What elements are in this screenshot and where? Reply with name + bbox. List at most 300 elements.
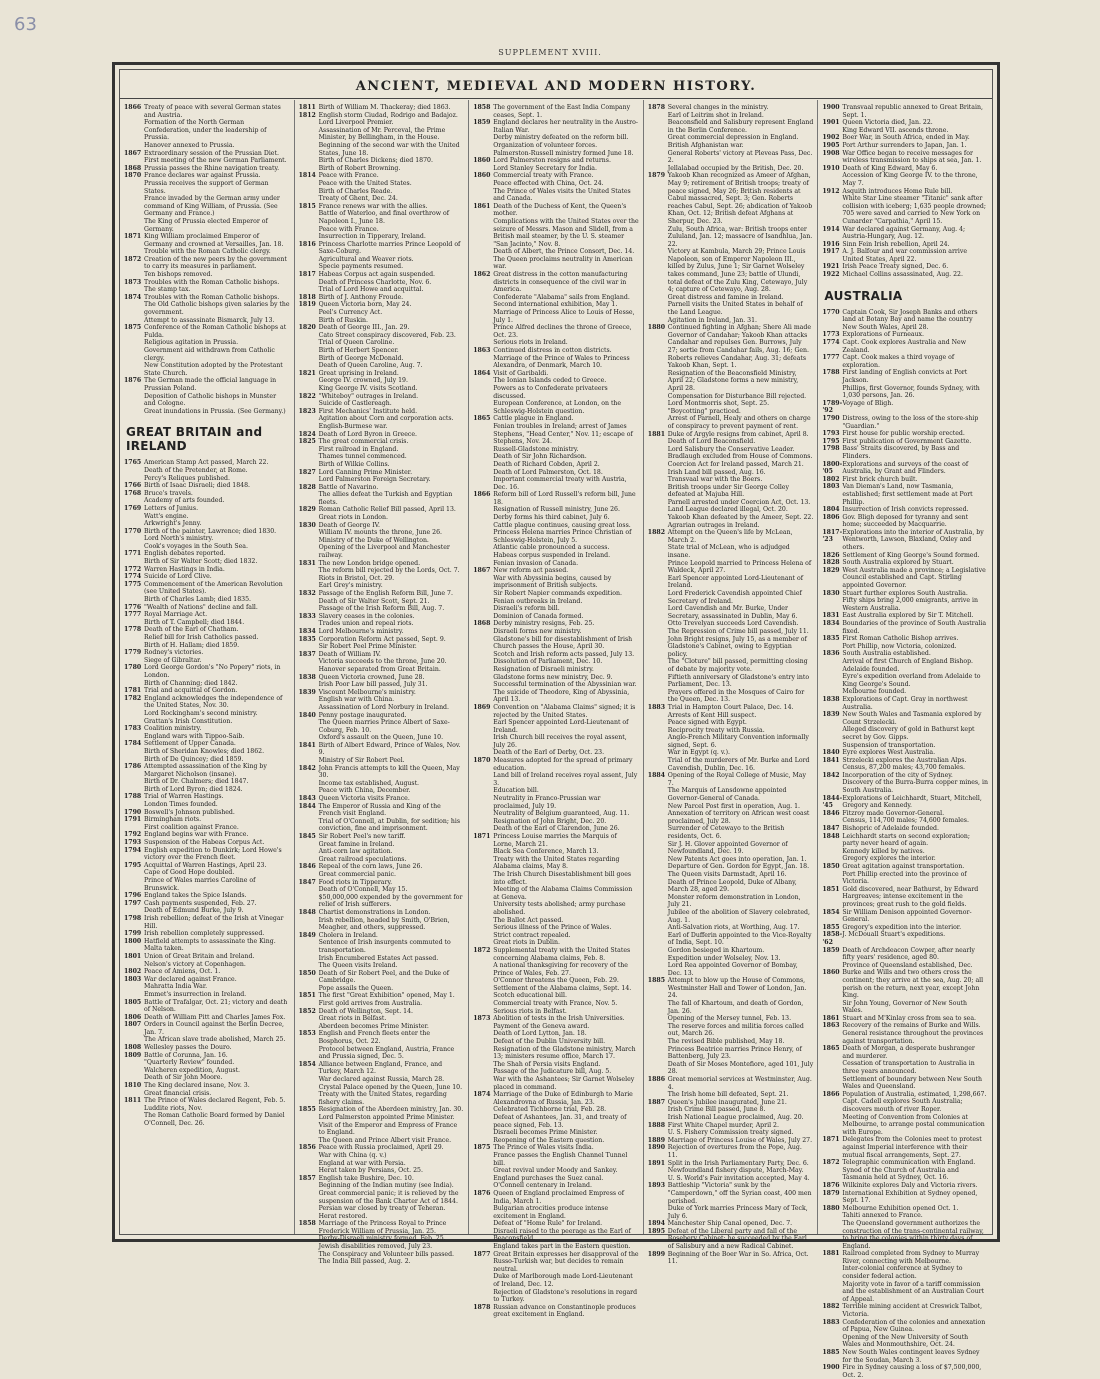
entry-text: Death of Princess Charlotte, Nov. 6. bbox=[318, 278, 432, 286]
timeline-entry bbox=[124, 695, 290, 710]
entry-year bbox=[473, 1228, 493, 1243]
entry-text: Eyre explores West Australia. bbox=[842, 749, 936, 757]
entry-text: Marriage of the Princess Royal to Prince Frederick William of Prussia, Jan. 25. bbox=[318, 1220, 447, 1235]
entry-year: 1886 bbox=[647, 1076, 666, 1083]
timeline-entry bbox=[473, 825, 639, 833]
entry-text: Passage of the Irish Reform Bill, Aug. 7. bbox=[318, 605, 445, 613]
entry-year bbox=[822, 1114, 842, 1137]
entry-text: Luddite riots, Nov. bbox=[144, 1104, 203, 1112]
entry-year: 1855 bbox=[298, 1106, 316, 1114]
entry-text: Neutrality of Belgium guaranteed, Aug. 11. bbox=[493, 810, 630, 818]
entry-text: Lord Palmerston resigns and returns. bbox=[493, 157, 611, 165]
entry-text: Resignation of Disraeli ministry. bbox=[493, 665, 594, 673]
entry-text: The reserve forces and militia forces called out, March 26. bbox=[667, 1022, 804, 1038]
entry-text: Asquith introduces Home Rule bill. bbox=[842, 187, 953, 195]
timeline-entry bbox=[822, 339, 988, 354]
entry-text: Settlement of Upper Canada. bbox=[144, 740, 236, 748]
timeline-entry bbox=[473, 947, 639, 962]
entry-text: Relief bill for Irish Catholics passed. bbox=[144, 634, 259, 641]
entry-text: Reopening of the Eastern question. bbox=[493, 1136, 605, 1144]
entry-year bbox=[124, 393, 144, 408]
entry-year bbox=[299, 696, 319, 704]
timeline-entry bbox=[648, 1000, 814, 1015]
entry-text: Grattan's Irish Constitution. bbox=[144, 717, 233, 725]
timeline-entry bbox=[124, 195, 290, 218]
entry-year: 1851 bbox=[298, 992, 316, 1000]
timeline-entry bbox=[299, 286, 465, 294]
entry-text: Derby ministry defeated on the reform bill. bbox=[493, 134, 629, 142]
timeline-entry bbox=[473, 324, 639, 339]
timeline-entry bbox=[299, 1122, 465, 1137]
entry-year bbox=[473, 901, 493, 916]
entry-text: Death of the Earl of Chatham. bbox=[144, 626, 239, 634]
timeline-entry bbox=[648, 674, 814, 689]
timeline-entry bbox=[124, 626, 290, 634]
entry-text: Commercial treaty with France. bbox=[493, 172, 594, 180]
entry-text: Expedition under Wolseley, Nov. 13. bbox=[667, 954, 781, 962]
timeline-entry bbox=[124, 968, 290, 976]
timeline-entry bbox=[473, 385, 639, 400]
entry-year: 1815 bbox=[298, 202, 316, 210]
entry-year bbox=[648, 514, 668, 522]
timeline-entry bbox=[124, 687, 290, 695]
entry-year: 1793 bbox=[124, 839, 142, 847]
entry-text: Trial of Warren Hastings. bbox=[144, 793, 224, 801]
timeline-entry bbox=[124, 733, 290, 741]
entry-year bbox=[473, 962, 493, 977]
entry-text: English storm Ciudad, Rodrigo and Badajoz. bbox=[318, 111, 458, 119]
entry-text: Lord Frederick Cavendish appointed Chief Secretary of Ireland. bbox=[667, 590, 802, 605]
timeline-entry bbox=[473, 1228, 639, 1243]
entry-text: O'Connor threatens the Queen, Feb. 29. bbox=[493, 977, 619, 985]
timeline-entry bbox=[648, 856, 814, 864]
entry-year bbox=[648, 446, 668, 454]
entry-year bbox=[473, 377, 493, 385]
entry-year bbox=[822, 673, 842, 688]
entry-text: Birth of Lord Byron; died 1824. bbox=[144, 785, 243, 793]
timeline-entry bbox=[124, 362, 290, 377]
entry-text: Death of Sir John Richardson. bbox=[493, 453, 587, 461]
timeline-entry bbox=[124, 831, 290, 839]
entry-text: Measures adopted for the spread of primary education. bbox=[493, 757, 633, 772]
entry-text: Warren Hastings in India. bbox=[144, 565, 225, 573]
timeline-entry bbox=[299, 1076, 465, 1084]
timeline-entry bbox=[822, 552, 988, 560]
entry-year: 1848 bbox=[298, 908, 316, 916]
entry-text: Beginning of the Indian mutiny (see India). bbox=[318, 1182, 454, 1190]
timeline-entry bbox=[124, 725, 290, 733]
entry-text: Education bill. bbox=[493, 787, 539, 795]
entry-text: Lord North's ministry. bbox=[144, 535, 214, 543]
timeline-entry bbox=[124, 953, 290, 961]
timeline-entry bbox=[124, 680, 290, 688]
entry-year bbox=[124, 218, 144, 233]
timeline-entry bbox=[299, 377, 465, 385]
entry-year bbox=[299, 567, 319, 575]
timeline-entry bbox=[473, 1023, 639, 1031]
entry-text: Penny postage inaugurated. bbox=[318, 711, 407, 719]
entry-text: Cape of Good Hope doubled. bbox=[144, 869, 235, 877]
entry-year: 1874 bbox=[473, 1091, 491, 1099]
timeline-entry bbox=[299, 1000, 465, 1008]
entry-year: 1885 bbox=[822, 1349, 840, 1356]
entry-text: Gregory's expedition into the interior. bbox=[842, 923, 962, 931]
timeline-entry bbox=[299, 1008, 465, 1016]
timeline-entry bbox=[299, 188, 465, 196]
entry-year bbox=[299, 529, 319, 537]
timeline-entry bbox=[822, 559, 988, 567]
entry-text: Birth of the painter, Lawrence; died 1830. bbox=[144, 527, 277, 535]
entry-text: Boswell's Johnson published. bbox=[144, 808, 235, 816]
timeline-entry bbox=[473, 924, 639, 932]
entry-text: Peace signed with Egypt. bbox=[667, 719, 747, 727]
entry-text: Defeat of the Liberal party and fall of the Rosebery Cabinet; he succeeded by the Earl of Salisbury and a new Radical Cabinet. bbox=[667, 1227, 807, 1251]
entry-year: 1792 bbox=[124, 831, 142, 839]
timeline-entry bbox=[648, 590, 814, 605]
timeline-entry bbox=[473, 476, 639, 491]
entry-year: 1861 bbox=[473, 202, 491, 210]
entry-text: Death of the Pretender, at Rome. bbox=[144, 466, 248, 474]
timeline-entry bbox=[124, 119, 290, 142]
entry-year: 1872 bbox=[822, 1159, 840, 1167]
entry-year bbox=[822, 1334, 842, 1349]
entry-text: Insurrection of Irish convicts repressed. bbox=[842, 506, 969, 514]
entry-year bbox=[648, 1000, 668, 1015]
entry-year bbox=[822, 172, 842, 187]
entry-year: 1840 bbox=[298, 711, 316, 719]
entry-year: 1872 bbox=[124, 255, 142, 263]
timeline-entry bbox=[822, 635, 988, 643]
timeline-entry bbox=[473, 658, 639, 666]
entry-text: Cattle plague continues, causing great loss. bbox=[493, 521, 631, 529]
timeline-entry bbox=[822, 1045, 988, 1060]
entry-year bbox=[299, 1122, 319, 1137]
entry-year bbox=[299, 1243, 319, 1251]
timeline-entry bbox=[124, 528, 290, 536]
entry-year bbox=[822, 855, 842, 863]
entry-text: Resignation of John Bright, Dec. 20. bbox=[493, 817, 607, 825]
entry-year: 1893 bbox=[647, 1182, 666, 1190]
entry-year bbox=[822, 871, 842, 886]
timeline-entry bbox=[124, 172, 290, 180]
entry-text: Dissolution of Parliament, Dec. 10. bbox=[493, 658, 603, 666]
timeline-entry bbox=[822, 779, 988, 794]
timeline-entry bbox=[822, 612, 988, 620]
entry-year: 1825 bbox=[298, 438, 316, 446]
entry-year bbox=[473, 476, 493, 491]
entry-text: West Australia made a province; a Legislative Council established and Capt. Stirling appointed Governor. bbox=[842, 566, 986, 590]
timeline-entry bbox=[299, 469, 465, 477]
entry-text: Birth of Ruskin. bbox=[318, 316, 368, 324]
entry-year bbox=[299, 1114, 319, 1122]
timeline-entry bbox=[299, 172, 465, 180]
entry-year: 1899 bbox=[647, 1250, 666, 1258]
entry-text: Letters of Junius. bbox=[144, 504, 199, 512]
entry-year: 1848 bbox=[822, 832, 840, 840]
timeline-entry bbox=[299, 674, 465, 682]
entry-year bbox=[473, 1068, 493, 1076]
entry-year bbox=[648, 226, 668, 249]
entry-text: Birmingham riots. bbox=[144, 816, 202, 824]
entry-year bbox=[473, 324, 493, 339]
timeline-entry bbox=[299, 1015, 465, 1023]
entry-year bbox=[473, 400, 493, 415]
entry-year: 1854 bbox=[822, 908, 840, 916]
entry-year: 1828 bbox=[298, 483, 316, 491]
entry-year bbox=[299, 598, 319, 606]
entry-year bbox=[473, 1106, 493, 1114]
entry-text: Majority vote in favor of a tariff commission and the establishment of an Australian Court of Appeal. bbox=[842, 1280, 985, 1303]
entry-year bbox=[648, 506, 668, 514]
entry-year bbox=[299, 818, 319, 833]
entry-text: Specie payments resumed. bbox=[318, 263, 404, 271]
entry-text: Tahiti annexed to France. bbox=[842, 1212, 923, 1220]
entry-text: Beginning of the Boer War in So. Africa, Oct. 11. bbox=[667, 1250, 809, 1266]
timeline-entry bbox=[124, 520, 290, 528]
entry-text: Continued fighting in Afghan; Shere Ali made Governor of Candahar; Yakoob Khan attacks Candahar and repulses Gen. Burrows, July 27; sortie from Candahar fails, Aug. 16; Gen. Roberts relieves Candahar, Aug. 31; defeats Yakoob Khan, Sept. 1. bbox=[667, 324, 811, 370]
timeline-entry bbox=[648, 165, 814, 173]
timeline-entry bbox=[473, 932, 639, 940]
entry-text: Voyage of Bligh. bbox=[842, 399, 894, 407]
entry-text: Nelson's victory at Copenhagen. bbox=[144, 960, 246, 968]
entry-year: 1779 bbox=[124, 649, 142, 657]
timeline-entry bbox=[822, 1220, 988, 1250]
entry-text: Melbourne founded. bbox=[842, 688, 907, 696]
entry-text: Aberdeen becomes Prime Minister. bbox=[318, 1022, 429, 1030]
timeline-entry bbox=[473, 734, 639, 749]
entry-year bbox=[473, 529, 493, 544]
entry-text: Boundaries of the province of South Australia fixed. bbox=[842, 620, 987, 635]
entry-year: 1849 bbox=[298, 931, 316, 939]
entry-text: English take Bushire, Dec. 10. bbox=[318, 1174, 414, 1182]
entry-year: 1809 bbox=[124, 1051, 142, 1059]
timeline-entry bbox=[473, 142, 639, 150]
entry-year bbox=[473, 795, 493, 810]
timeline-entry bbox=[648, 226, 814, 249]
entry-text: Continued distress in cotton districts. bbox=[493, 347, 612, 354]
timeline-entry bbox=[648, 947, 814, 955]
entry-text: Derby forms his third cabinet, July 6. bbox=[493, 514, 610, 522]
entry-year bbox=[299, 658, 319, 666]
timeline-entry bbox=[299, 1084, 465, 1092]
entry-year: 1870 bbox=[473, 757, 491, 765]
entry-year bbox=[124, 748, 144, 756]
entry-text: Defeat of the Dublin University bill. bbox=[493, 1038, 606, 1046]
history-column-3 bbox=[469, 100, 644, 1319]
entry-text: Hanover separated from Great Britain. bbox=[318, 665, 441, 673]
entry-text: Irish rebellion, headed by Smith, O'Brien, Meagher, and others, suppressed. bbox=[318, 916, 450, 932]
entry-year: 1808 bbox=[124, 1044, 142, 1052]
timeline-entry bbox=[124, 930, 290, 938]
entry-text: South Australia established. bbox=[842, 650, 931, 658]
timeline-entry bbox=[299, 818, 465, 833]
entry-year: 1885 bbox=[647, 977, 666, 985]
timeline-entry bbox=[124, 869, 290, 877]
entry-text: Great commercial panic; it is relieved by the suspension of the Bank Charter Act of 1844. bbox=[318, 1189, 459, 1205]
entry-year: 1789-'92 bbox=[822, 399, 843, 415]
entry-year: 1842 bbox=[298, 764, 316, 772]
entry-text: King George IV. visits Scotland. bbox=[318, 384, 418, 392]
entry-year bbox=[124, 475, 144, 483]
timeline-entry bbox=[648, 1182, 814, 1205]
timeline-entry bbox=[648, 1015, 814, 1023]
entry-year bbox=[473, 1023, 493, 1031]
timeline-entry bbox=[124, 786, 290, 794]
entry-year bbox=[299, 734, 319, 742]
entry-text: British Afghanistan war. bbox=[667, 141, 744, 149]
timeline-entry bbox=[124, 999, 290, 1014]
entry-text: The Irish home bill defeated, Sept. 21. bbox=[667, 1091, 789, 1099]
timeline-entry bbox=[648, 408, 814, 416]
entry-text: New South Wales contingent leaves Sydney for the Soudan, March 3. bbox=[842, 1349, 980, 1364]
timeline-entry bbox=[473, 575, 639, 590]
entry-year bbox=[822, 779, 842, 794]
timeline-entry bbox=[299, 917, 465, 932]
entry-text: George IV. crowned, July 19. bbox=[318, 377, 408, 385]
entry-text: Death of Prince Leopold, Duke of Albany, March 28, aged 29. bbox=[667, 878, 797, 894]
entry-year bbox=[648, 1015, 668, 1023]
entry-text: Peace with France. bbox=[318, 225, 379, 233]
timeline-entry bbox=[648, 1137, 814, 1145]
timeline-entry bbox=[648, 119, 814, 134]
timeline-entry bbox=[822, 597, 988, 612]
timeline-entry bbox=[648, 1251, 814, 1266]
timeline-entry bbox=[299, 605, 465, 613]
entry-year bbox=[473, 469, 493, 477]
entry-year bbox=[648, 476, 668, 484]
timeline-entry bbox=[124, 847, 290, 862]
timeline-entry bbox=[822, 195, 988, 225]
entry-year: 1793 bbox=[822, 430, 840, 438]
entry-year bbox=[473, 1038, 493, 1046]
timeline-entry bbox=[648, 962, 814, 977]
timeline-entry bbox=[473, 651, 639, 659]
timeline-entry bbox=[299, 423, 465, 431]
timeline-entry bbox=[473, 620, 639, 628]
entry-year: 1831 bbox=[298, 559, 316, 567]
timeline-entry bbox=[299, 1106, 465, 1114]
timeline-entry bbox=[299, 415, 465, 423]
entry-year bbox=[473, 848, 493, 856]
entry-year: 1780 bbox=[124, 664, 142, 672]
timeline-entry bbox=[124, 535, 290, 543]
entry-text: Emmet's insurrection in Ireland. bbox=[144, 990, 247, 998]
entry-text: First coalition against France. bbox=[144, 823, 239, 831]
entry-year: 1880 bbox=[647, 324, 666, 332]
timeline-entry bbox=[124, 945, 290, 953]
entry-year bbox=[822, 385, 842, 400]
entry-year bbox=[299, 955, 319, 963]
timeline-entry bbox=[299, 985, 465, 993]
timeline-entry bbox=[299, 848, 465, 856]
entry-year bbox=[473, 1167, 493, 1175]
entry-year: 1823 bbox=[298, 407, 316, 415]
entry-text: Suspension of transportation. bbox=[842, 741, 936, 749]
timeline-entry bbox=[473, 1008, 639, 1016]
entry-year bbox=[299, 142, 319, 157]
entry-year: 1879 bbox=[647, 172, 666, 180]
timeline-entry bbox=[648, 514, 814, 522]
timeline-entry bbox=[299, 529, 465, 537]
timeline-entry bbox=[822, 438, 988, 446]
entry-year bbox=[124, 657, 144, 665]
timeline-entry bbox=[648, 438, 814, 446]
entry-year bbox=[473, 598, 493, 606]
timeline-entry bbox=[648, 1038, 814, 1046]
entry-text: Ministry of Sir Robert Peel. bbox=[318, 757, 405, 765]
entry-year: 1914 bbox=[822, 225, 840, 233]
entry-text: Viscount Melbourne's ministry. bbox=[318, 688, 416, 696]
entry-text: First gold arrives from Australia. bbox=[318, 1000, 423, 1008]
timeline-entry bbox=[299, 522, 465, 530]
entry-year bbox=[473, 590, 493, 598]
entry-year bbox=[124, 513, 144, 521]
timeline-entry bbox=[299, 643, 465, 651]
timeline-entry bbox=[822, 1098, 988, 1113]
timeline-entry bbox=[299, 370, 465, 378]
entry-text: Suspension of the Habeas Corpus Act. bbox=[144, 839, 265, 847]
entry-year bbox=[648, 248, 668, 294]
entry-year bbox=[473, 1243, 493, 1251]
entry-year bbox=[648, 544, 668, 559]
timeline-entry bbox=[299, 734, 465, 742]
entry-text: Trial of Lord Howe and acquittal. bbox=[318, 286, 424, 294]
entry-text: Opening of the Liverpool and Manchester railway. bbox=[318, 544, 450, 560]
entry-text: Commercial treaty with France, Nov. 5. bbox=[493, 1000, 618, 1008]
entry-text: First meeting of the new German Parliament. bbox=[144, 157, 287, 165]
entry-text: Incorporation of the city of Sydney. bbox=[842, 771, 953, 779]
entry-text: Death of Albert, the Prince Consort, Dec. 14. bbox=[493, 248, 635, 256]
timeline-entry bbox=[473, 1182, 639, 1190]
entry-text: Princess Helena marries Prince Christian of Schleswig-Holstein, July 5. bbox=[493, 529, 632, 544]
entry-text: Serious illness of the Prince of Wales. bbox=[493, 924, 612, 932]
entry-text: Russian advance on Constantinople produces great excitement in England. bbox=[493, 1303, 636, 1319]
entry-text: Lord Palmerston Foreign Secretary. bbox=[318, 476, 431, 484]
timeline-entry bbox=[822, 1364, 988, 1379]
entry-year bbox=[299, 1182, 319, 1190]
entry-year bbox=[124, 1067, 144, 1075]
entry-text: Protocol between England, Austria, France and Prussia signed, Dec. 5. bbox=[318, 1045, 455, 1061]
timeline-entry bbox=[822, 962, 988, 970]
entry-year bbox=[299, 894, 319, 909]
entry-year: 1905 bbox=[822, 141, 840, 149]
timeline-entry bbox=[473, 689, 639, 704]
entry-text: English war with China. bbox=[318, 696, 395, 704]
entry-year: 1860 bbox=[473, 157, 491, 165]
timeline-entry bbox=[473, 1091, 639, 1106]
timeline-entry bbox=[299, 226, 465, 234]
entry-text: Derby ministry resigns, Feb. 25. bbox=[493, 620, 595, 628]
entry-text: Trades union and repeal riots. bbox=[318, 620, 414, 628]
entry-year bbox=[473, 453, 493, 461]
entry-text: Troubles with the Roman Catholic bishops. bbox=[144, 293, 280, 301]
entry-year bbox=[473, 180, 493, 188]
entry-year bbox=[648, 727, 668, 735]
entry-text: War with China (q. v.) bbox=[318, 1151, 387, 1159]
entry-text: Extraordinary session of the Prussian Diet. bbox=[144, 149, 279, 157]
entry-year bbox=[299, 286, 319, 294]
entry-year bbox=[299, 841, 319, 849]
timeline-entry bbox=[473, 1220, 639, 1228]
entry-text: Serious riots in Belfast. bbox=[493, 1007, 567, 1015]
timeline-entry bbox=[473, 628, 639, 636]
timeline-entry bbox=[299, 393, 465, 401]
timeline-entry bbox=[473, 165, 639, 173]
entry-year bbox=[648, 628, 668, 636]
entry-text: Birth of George McDonald. bbox=[318, 354, 404, 362]
entry-year bbox=[299, 263, 319, 271]
entry-year bbox=[473, 636, 493, 651]
